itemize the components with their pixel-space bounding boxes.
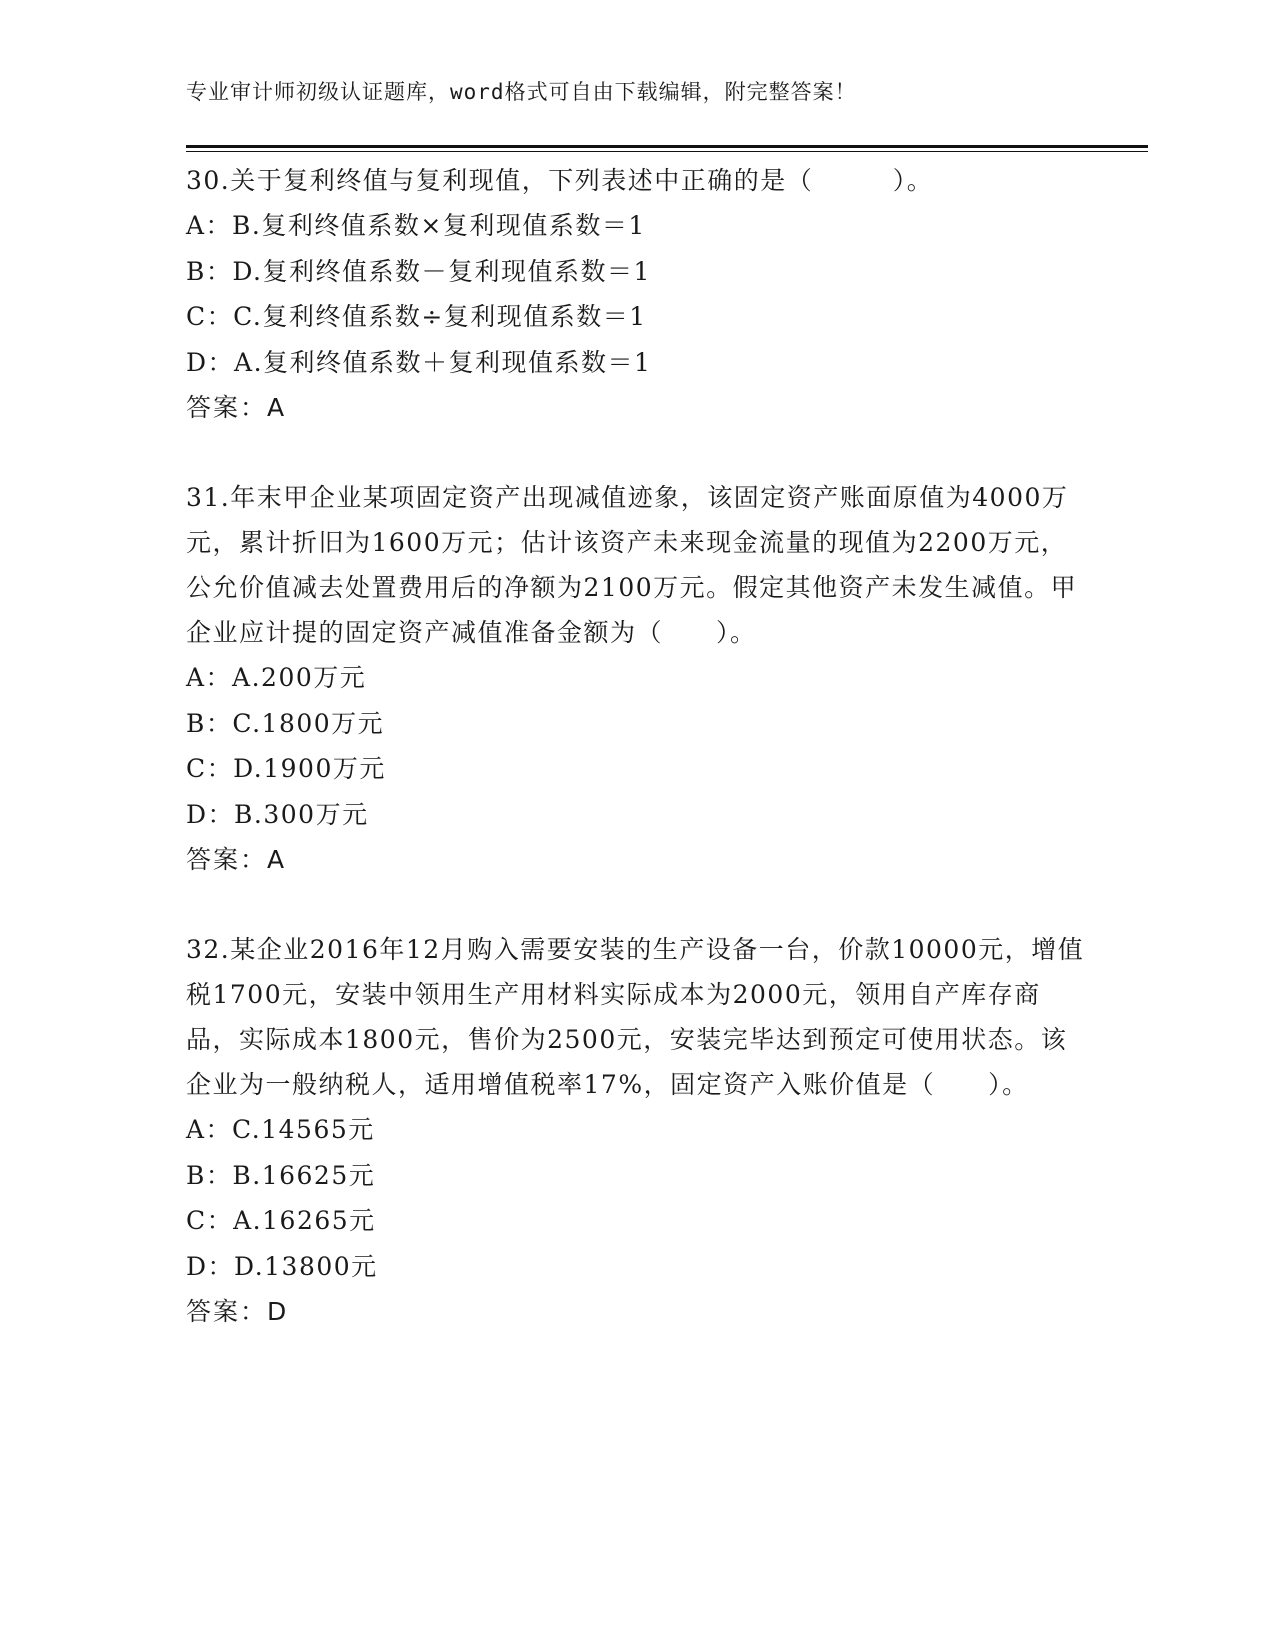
header-rule-thick <box>186 145 1148 148</box>
answer-line <box>186 837 1086 882</box>
option-a: A：A.200万元 <box>186 663 367 692</box>
option-b: B：C.1800万元 <box>186 708 385 738</box>
option-b: B：B.16625元 <box>186 1160 376 1190</box>
question-text: 30.关于复利终值与复利现值，下列表述中正确的是（ ）。 <box>186 166 934 195</box>
option-a: A：C.14565元 <box>186 1115 375 1144</box>
question-32 <box>186 927 1086 1334</box>
option-d: D：A.复利终值系数＋复利现值系数＝1 <box>186 347 652 377</box>
option-d: D：B.300万元 <box>186 799 369 829</box>
question-text: 31.年末甲企业某项固定资产出现减值迹象，该固定资产账面原值为4000万元，累计折旧为1600万元；估计该资产未来现金流量的现值为2200万元，公允价值减去处置费用后的净额为2100万元。假定其他资产未发生减值。甲企业应计提的固定资产减值准备金额为（ ）。 <box>186 483 1078 647</box>
option-c: C：A.16265元 <box>186 1206 376 1235</box>
option-c: C：C.复利终值系数÷复利现值系数＝1 <box>186 302 647 331</box>
question-text: 32.某企业2016年12月购入需要安装的生产设备一台，价款10000元，增值税1700元，安装中领用生产用材料实际成本为2000元，领用自产库存商品，实际成本1800元，售价为2500元，安装完毕达到预定可使用状态。该企业为一般纳税人，适用增值税率17%，固定资产入账价值是（ ）。 <box>186 935 1085 1099</box>
option-a: A：B.复利终值系数×复利现值系数＝1 <box>186 211 646 240</box>
option-c: C：D.1900万元 <box>186 754 386 783</box>
question-30 <box>186 158 1086 430</box>
answer-value: A <box>267 845 285 874</box>
page-header: 专业审计师初级认证题库，word格式可自由下载编辑，附完整答案！ <box>186 80 857 104</box>
header-rule-thin <box>186 151 1148 152</box>
question-list <box>186 158 1086 1334</box>
answer-line <box>186 385 1086 430</box>
answer-label: 答案： <box>186 845 268 874</box>
option-d: D：D.13800元 <box>186 1251 378 1281</box>
spacer <box>186 430 1086 475</box>
option-b: B：D.复利终值系数－复利现值系数＝1 <box>186 256 651 286</box>
question-31 <box>186 475 1086 882</box>
spacer <box>186 882 1086 927</box>
answer-line <box>186 1289 1086 1334</box>
answer-value: D <box>267 1297 287 1326</box>
answer-label: 答案： <box>186 1297 268 1326</box>
answer-value: A <box>267 393 285 422</box>
answer-label: 答案： <box>186 393 268 422</box>
